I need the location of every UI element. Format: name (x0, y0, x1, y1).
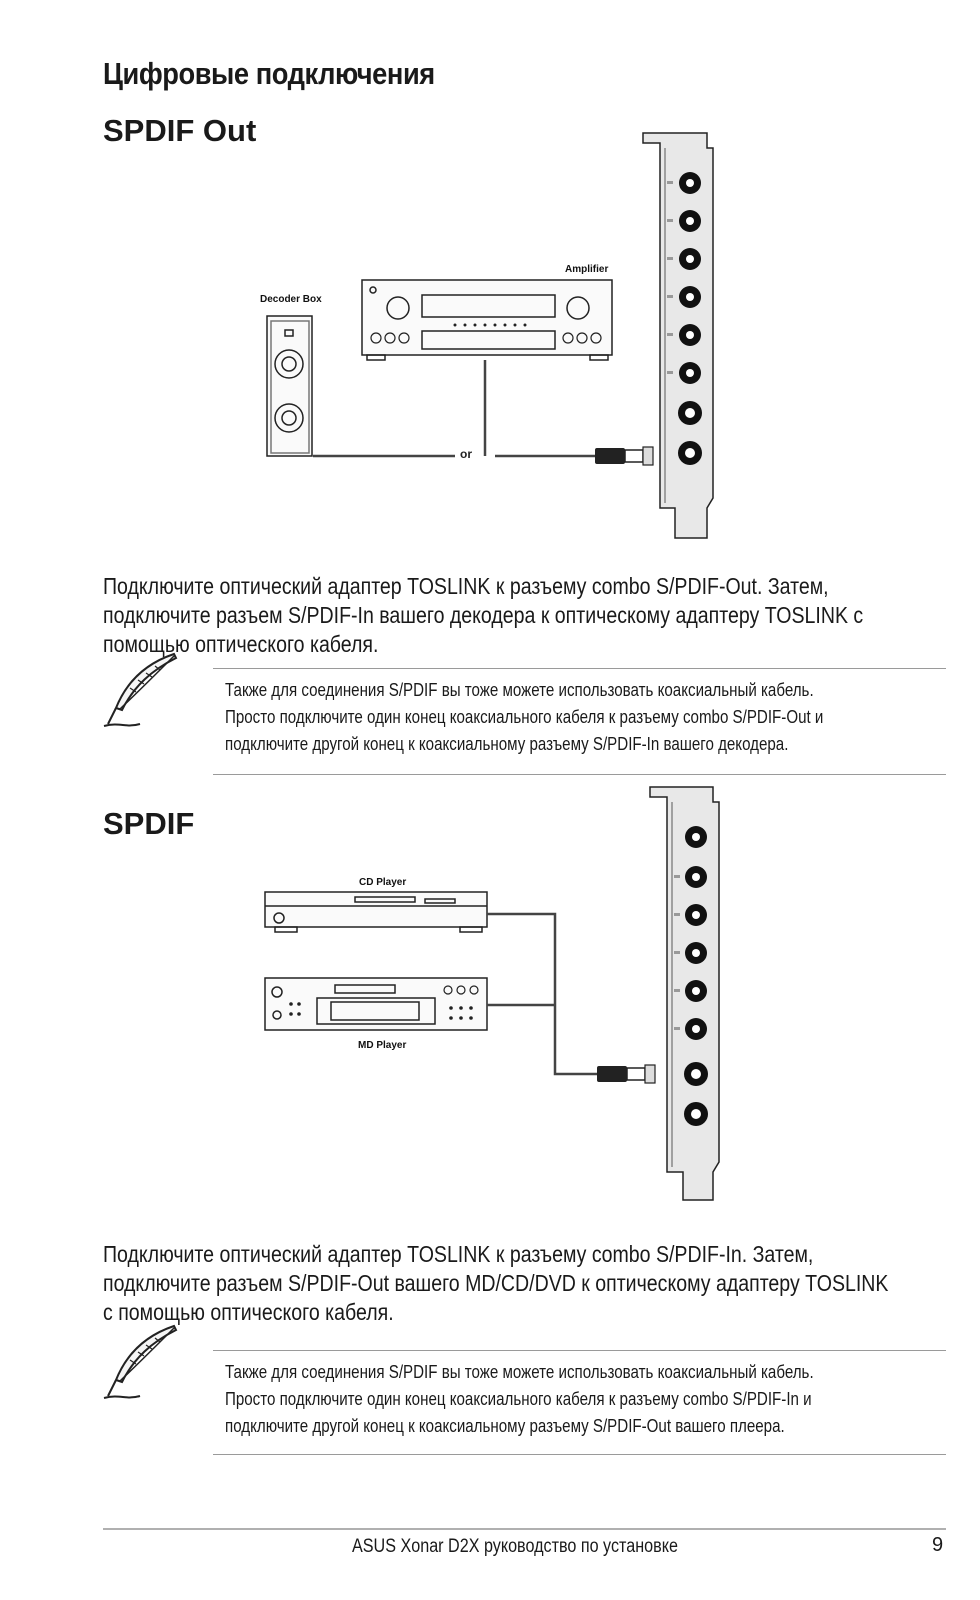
spdif-in-instructions: Подключите оптический адаптер TOSLINK к разъему combo S/PDIF-In. Затем, подключите разъем S/PDIF-Out вашего MD/CD/DVD к оптическому адаптеру TOSLINK с помощью оптического кабеля. (103, 1241, 889, 1325)
note-feather-icon (100, 1320, 186, 1406)
cd-player-label: CD Player (359, 877, 407, 888)
amplifier-label: Amplifier (565, 264, 609, 275)
note-feather-icon (100, 648, 186, 734)
sound-card-bracket (643, 133, 713, 538)
or-label: or (460, 447, 472, 461)
spdif-out-diagram (255, 128, 725, 543)
decoder-box-device (267, 316, 312, 456)
section-heading-spdif: SPDIF (103, 806, 195, 841)
optical-cables (313, 360, 595, 456)
note-spdif-in: Также для соединения S/PDIF вы тоже можете использовать коаксиальный кабель. Просто подключите один конец коаксиального кабеля к разъему combo S/PDIF-In и подключите другой конец к коаксиальному разъему S/PDIF-Out вашего плеера. (213, 1350, 946, 1455)
optical-cables (487, 914, 597, 1074)
cd-player-device (265, 892, 487, 932)
footer-divider (103, 1528, 946, 1530)
sound-card-bracket (650, 787, 719, 1200)
spdif-out-instructions: Подключите оптический адаптер TOSLINK к разъему combo S/PDIF-Out. Затем, подключите разъем S/PDIF-In вашего декодера к оптическому адаптеру TOSLINK с помощью оптического кабеля. (103, 573, 864, 657)
decoder-box-label: Decoder Box (260, 294, 322, 305)
amplifier-device (362, 280, 612, 360)
toslink-adapter (597, 1065, 655, 1083)
page-title: Цифровые подключения (103, 56, 435, 91)
spdif-in-diagram (255, 782, 725, 1207)
md-player-device (265, 978, 487, 1030)
section-heading-spdif-out: SPDIF Out (103, 113, 257, 148)
footer-title: ASUS Xonar D2X руководство по установке (352, 1536, 678, 1557)
note-spdif-out: Также для соединения S/PDIF вы тоже можете использовать коаксиальный кабель. Просто подключите один конец коаксиального кабеля к разъему combo S/PDIF-Out и подключите другой конец к коаксиальному разъему S/PDIF-In вашего декодера. (213, 668, 946, 775)
page-number: 9 (932, 1534, 944, 1556)
md-player-label: MD Player (358, 1040, 407, 1051)
toslink-adapter (595, 447, 653, 465)
